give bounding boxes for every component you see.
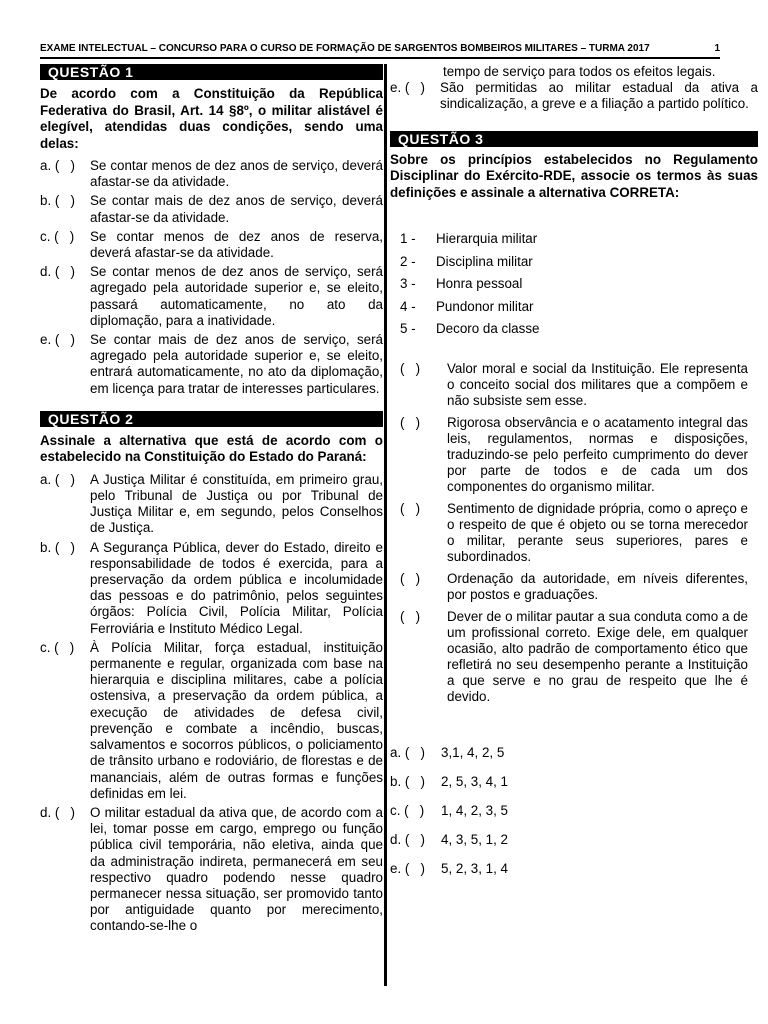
- definition-item[interactable]: [390, 361, 758, 409]
- option-label: c. ( ): [40, 639, 75, 655]
- q1-option-e[interactable]: [40, 332, 383, 397]
- option-label: e. ( ): [390, 861, 425, 877]
- q2-option-c[interactable]: [40, 640, 383, 802]
- answer-blank: ( ): [400, 571, 421, 587]
- option-label: a. ( ): [40, 158, 75, 173]
- question-2-stem: Assinale a alternativa que está de acordo com o estabelecido na Constituição do Estado do Paraná:: [40, 432, 383, 465]
- option-text: 1, 4, 2, 3, 5: [441, 803, 508, 819]
- term-item: [400, 299, 758, 315]
- definition-text: Sentimento de dignidade própria, como o apreço e o respeito de que é objeto ou se torna merecedor o militar, perante seus superiores, pares e subordinados.: [447, 501, 748, 565]
- q1-option-c[interactable]: [40, 229, 383, 261]
- definition-text: Ordenação da autoridade, em níveis diferentes, por postos e graduações.: [447, 571, 748, 603]
- q3-option-c[interactable]: [390, 803, 758, 819]
- definition-item[interactable]: [390, 571, 758, 603]
- question-1-options: [40, 158, 383, 397]
- q3-option-b[interactable]: [390, 774, 758, 790]
- definition-item[interactable]: [390, 415, 758, 495]
- option-label: c. ( ): [40, 228, 75, 244]
- question-1-title: QUESTÃO 1: [40, 64, 383, 80]
- term-item: [400, 231, 758, 247]
- option-label: b. ( ): [40, 193, 75, 209]
- option-label: d. ( ): [390, 832, 425, 848]
- q1-option-a[interactable]: [40, 158, 383, 190]
- question-2-title: QUESTÃO 2: [40, 411, 383, 427]
- answer-blank: ( ): [400, 415, 421, 431]
- definition-item[interactable]: [390, 609, 758, 705]
- term-item: [400, 276, 758, 292]
- question-3-stem: Sobre os princípios estabelecidos no Regulamento Disciplinar do Exército-RDE, associe os termos às suas definições e assinale a alternativa CORRETA:: [390, 151, 758, 200]
- option-label: d. ( ): [40, 264, 75, 280]
- option-text: Se contar menos de dez anos de serviço, deverá afastar-se da atividade.: [90, 158, 383, 190]
- question-3-answers: [390, 745, 758, 877]
- page-header: [40, 43, 720, 57]
- option-text: Se contar mais de dez anos de serviço, será agregado pela autoridade superior e, se eleito, entrará automaticamente, no ato da diplomação, em licença para tratar de interesses particulares.: [90, 332, 383, 396]
- option-text: À Polícia Militar, força estadual, instituição permanente e regular, organizada com base na hierarquia e disciplina militares, cabe a polícia ostensiva, a preservação da ordem pública, a execução de atividades de defesa civil, prevenção e combate a incêndio, buscas, salvamentos e socorros públicos, o policiamento de trânsito urbano e rodoviário, de florestas e de mananciais, além de outras formas e funções definidas em lei.: [90, 639, 383, 801]
- option-text: A Justiça Militar é constituída, em primeiro grau, pelo Tribunal de Justiça ou por Tribunal de Justiça Militar e, em segundo, pelos Conselhos de Justiça.: [90, 471, 383, 536]
- answer-blank: ( ): [400, 609, 421, 625]
- option-label: b. ( ): [40, 539, 75, 555]
- term-number: 4 -: [400, 298, 416, 314]
- terms-list: [400, 231, 758, 337]
- term-number: 5 -: [400, 321, 416, 337]
- q1-option-d[interactable]: [40, 264, 383, 329]
- q3-option-e[interactable]: [390, 861, 758, 877]
- term-number: 2 -: [400, 253, 416, 269]
- term-text: Decoro da classe: [436, 321, 540, 337]
- option-label: d. ( ): [40, 804, 75, 820]
- q2-option-d-continuation: tempo de serviço para todos os efeitos legais.: [443, 64, 716, 79]
- right-column: [390, 64, 758, 890]
- q3-option-d[interactable]: [390, 832, 758, 848]
- question-1-stem: De acordo com a Constituição da República Federativa do Brasil, Art. 14 §8º, o militar alistável é elegível, atendidas duas condições, sendo uma delas:: [40, 86, 383, 151]
- answer-blank: ( ): [400, 361, 421, 377]
- option-text: Se contar menos de dez anos de reserva, deverá afastar-se da atividade.: [90, 228, 383, 261]
- option-text: 5, 2, 3, 1, 4: [441, 861, 508, 877]
- definition-text: Rigorosa observância e o acatamento integral das leis, regulamentos, normas e disposições, traduzindo-se pelo perfeito cumprimento do dever por parte de todos e de cada um dos componentes do organismo militar.: [447, 415, 748, 495]
- term-item: [400, 321, 758, 337]
- option-text: 4, 3, 5, 1, 2: [441, 832, 508, 848]
- answer-blank: ( ): [400, 501, 421, 517]
- option-label: a. ( ): [390, 745, 425, 761]
- exam-title: EXAME INTELECTUAL – CONCURSO PARA O CURSO DE FORMAÇÃO DE SARGENTOS BOMBEIROS MILITARES – TURMA 2017: [40, 43, 650, 54]
- q2-option-e[interactable]: [390, 80, 758, 112]
- q2-option-a[interactable]: [40, 472, 383, 537]
- q1-option-b[interactable]: [40, 193, 383, 225]
- option-text: São permitidas ao militar estadual da ativa a sindicalização, a greve e a filiação a partido político.: [440, 80, 758, 112]
- option-text: Se contar menos de dez anos de serviço, será agregado pela autoridade superior e, se eleito, passará automaticamente, no ato da diplomação, para a inatividade.: [90, 264, 383, 328]
- q3-option-a[interactable]: [390, 745, 758, 761]
- q2-option-d[interactable]: [40, 805, 383, 935]
- option-label: e. ( ): [390, 80, 425, 96]
- q2-option-b[interactable]: [40, 540, 383, 637]
- question-3-title: QUESTÃO 3: [390, 131, 758, 147]
- option-text: A Segurança Pública, dever do Estado, direito e responsabilidade de todos é exercida, para a preservação da ordem pública e incolumidade das pessoas e do patrimônio, pelos seguintes órgãos: Polícia Civil, Polícia Militar, Polícia Ferroviária e Instituto Médico Legal.: [90, 539, 383, 636]
- column-divider: [384, 64, 387, 986]
- question-2-options: [40, 472, 383, 935]
- page-number: 1: [714, 43, 720, 54]
- term-number: 1 -: [400, 231, 416, 247]
- term-number: 3 -: [400, 276, 416, 292]
- term-text: Disciplina militar: [436, 253, 533, 269]
- term-text: Honra pessoal: [436, 276, 523, 292]
- option-label: e. ( ): [40, 332, 75, 348]
- option-text: 2, 5, 3, 4, 1: [441, 774, 508, 790]
- definition-text: Dever de o militar pautar a sua conduta como a de um profissional correto. Exige dele, em qualquer ocasião, alto padrão de comportamento ético que refletirá no seu desempenho perante a Instituição a que serve e no grau de respeito que lhe é devido.: [447, 609, 748, 705]
- definition-text: Valor moral e social da Instituição. Ele representa o conceito social dos militares que a compõem e não subsiste sem esse.: [447, 361, 748, 409]
- option-label: b. ( ): [390, 774, 425, 790]
- term-text: Hierarquia militar: [436, 231, 538, 247]
- option-text: Se contar mais de dez anos de serviço, deverá afastar-se da atividade.: [90, 193, 383, 225]
- left-column: [40, 64, 383, 938]
- term-text: Pundonor militar: [436, 298, 534, 314]
- option-text: O militar estadual da ativa que, de acordo com a lei, tomar posse em cargo, emprego ou função pública civil temporária, não eletiva, ainda que da administração indireta, permanecerá em seu respectivo quadro podendo nesse quadro permanecer nessa situação, ser promovido tanto por antiguidade quanto por merecimento, contando-se-lhe o: [90, 804, 383, 934]
- option-label: c. ( ): [390, 803, 425, 819]
- term-item: [400, 254, 758, 270]
- definition-item[interactable]: [390, 501, 758, 565]
- option-label: a. ( ): [40, 471, 75, 487]
- option-text: 3,1, 4, 2, 5: [441, 745, 505, 761]
- header-divider: [40, 57, 720, 59]
- definitions-list: [390, 361, 758, 705]
